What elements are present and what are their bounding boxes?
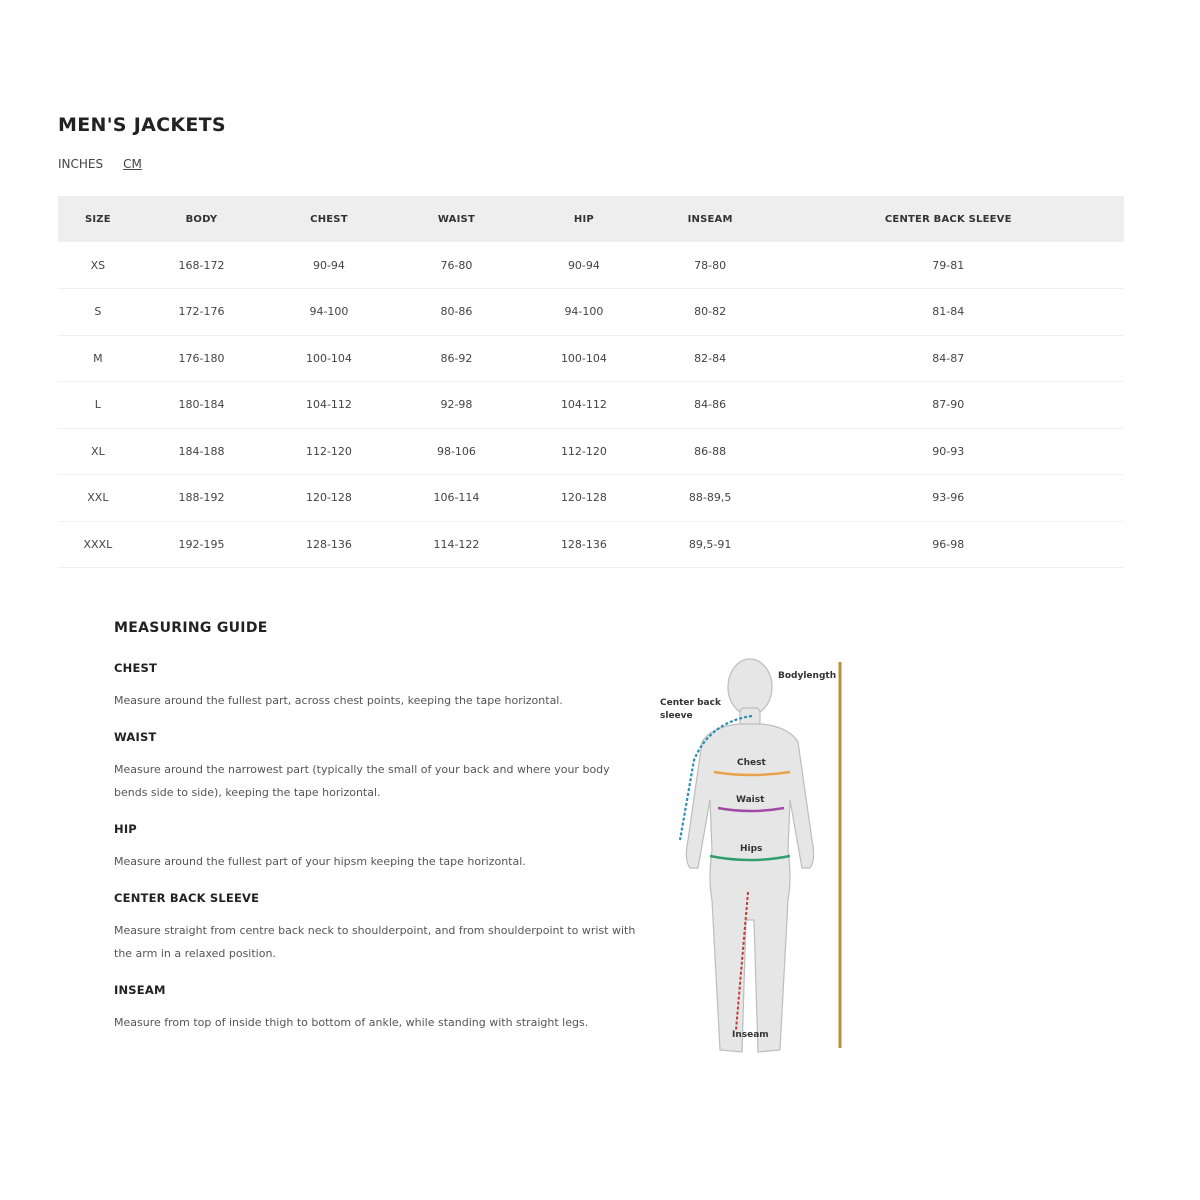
table-cell: 87-90 (773, 382, 1124, 429)
table-cell: 82-84 (648, 335, 773, 382)
body-silhouette (686, 659, 813, 1052)
guide-item-chest (114, 661, 644, 712)
table-cell: 120-128 (520, 475, 647, 522)
guide-text: Measure around the narrowest part (typically the small of your back and where your body bends side to side), keeping the tape horizontal. (114, 763, 610, 799)
guide-heading: HIP (114, 822, 137, 836)
table-cell: 128-136 (520, 521, 647, 568)
table-cell: 80-82 (648, 289, 773, 336)
column-header: CHEST (265, 196, 392, 242)
guide-heading: CENTER BACK SLEEVE (114, 891, 260, 905)
column-header: HIP (520, 196, 647, 242)
center-back-sleeve-label-line2: sleeve (660, 711, 693, 721)
table-cell: 128-136 (265, 521, 392, 568)
guide-item-center-back-sleeve (114, 891, 644, 965)
table-cell: 192-195 (138, 521, 265, 568)
center-back-sleeve-label-line1: Center back (660, 698, 721, 708)
table-cell: 80-86 (393, 289, 520, 336)
guide-item-inseam (114, 983, 644, 1034)
table-cell: 90-94 (520, 242, 647, 289)
inseam-label: Inseam (732, 1030, 769, 1040)
table-row (58, 382, 1124, 429)
guide-item-waist (114, 730, 644, 804)
table-row (58, 289, 1124, 336)
table-cell: 120-128 (265, 475, 392, 522)
table-cell: 100-104 (520, 335, 647, 382)
table-cell: 94-100 (265, 289, 392, 336)
table-header-row (58, 196, 1124, 242)
table-cell: 90-94 (265, 242, 392, 289)
table-cell: 92-98 (393, 382, 520, 429)
table-cell: 112-120 (265, 428, 392, 475)
guide-heading: INSEAM (114, 983, 166, 997)
hips-label: Hips (740, 844, 763, 854)
guide-text: Measure around the fullest part of your hipsm keeping the tape horizontal. (114, 855, 526, 868)
table-cell: 84-86 (648, 382, 773, 429)
table-cell: L (58, 382, 138, 429)
column-header: WAIST (393, 196, 520, 242)
measuring-figure (640, 650, 880, 1060)
table-row (58, 242, 1124, 289)
table-cell: 112-120 (520, 428, 647, 475)
page-title: MEN'S JACKETS (58, 114, 226, 136)
table-cell: 176-180 (138, 335, 265, 382)
table-cell: 114-122 (393, 521, 520, 568)
measuring-guide-title: MEASURING GUIDE (114, 620, 268, 636)
unit-inches-option[interactable]: INCHES (58, 157, 104, 171)
table-cell: M (58, 335, 138, 382)
waist-label: Waist (736, 795, 765, 805)
table-cell: XS (58, 242, 138, 289)
unit-cm-option[interactable]: CM (123, 157, 142, 171)
table-cell: 76-80 (393, 242, 520, 289)
table-cell: XL (58, 428, 138, 475)
table-cell: 172-176 (138, 289, 265, 336)
table-cell: 168-172 (138, 242, 265, 289)
table-cell: 106-114 (393, 475, 520, 522)
guide-text: Measure straight from centre back neck to shoulderpoint, and from shoulderpoint to wrist with the arm in a relaxed position. (114, 924, 636, 960)
guide-heading: WAIST (114, 730, 157, 744)
table-cell: 100-104 (265, 335, 392, 382)
table-cell: 86-92 (393, 335, 520, 382)
table-cell: 90-93 (773, 428, 1124, 475)
table-cell: 88-89,5 (648, 475, 773, 522)
table-cell: S (58, 289, 138, 336)
table-cell: 84-87 (773, 335, 1124, 382)
table-cell: 104-112 (520, 382, 647, 429)
table-cell: 184-188 (138, 428, 265, 475)
table-cell: XXL (58, 475, 138, 522)
column-header: INSEAM (648, 196, 773, 242)
table-cell: 81-84 (773, 289, 1124, 336)
table-cell: 188-192 (138, 475, 265, 522)
bodylength-label: Bodylength (778, 671, 837, 681)
guide-item-hip (114, 822, 644, 873)
guide-text: Measure around the fullest part, across chest points, keeping the tape horizontal. (114, 694, 563, 707)
table-cell: XXXL (58, 521, 138, 568)
table-cell: 79-81 (773, 242, 1124, 289)
table-cell: 98-106 (393, 428, 520, 475)
table-row (58, 428, 1124, 475)
column-header: SIZE (58, 196, 138, 242)
column-header: CENTER BACK SLEEVE (773, 196, 1124, 242)
table-row (58, 475, 1124, 522)
guide-heading: CHEST (114, 661, 158, 675)
table-row (58, 335, 1124, 382)
body-diagram (640, 650, 880, 1060)
table-cell: 104-112 (265, 382, 392, 429)
chest-label: Chest (737, 758, 766, 768)
table-cell: 94-100 (520, 289, 647, 336)
table-row (58, 521, 1124, 568)
guide-text: Measure from top of inside thigh to bottom of ankle, while standing with straight legs. (114, 1016, 589, 1029)
table-cell: 93-96 (773, 475, 1124, 522)
unit-toggle (58, 157, 142, 171)
table-cell: 96-98 (773, 521, 1124, 568)
table-cell: 86-88 (648, 428, 773, 475)
size-chart-table (58, 196, 1124, 568)
table-cell: 78-80 (648, 242, 773, 289)
table-cell: 180-184 (138, 382, 265, 429)
column-header: BODY (138, 196, 265, 242)
table-cell: 89,5-91 (648, 521, 773, 568)
